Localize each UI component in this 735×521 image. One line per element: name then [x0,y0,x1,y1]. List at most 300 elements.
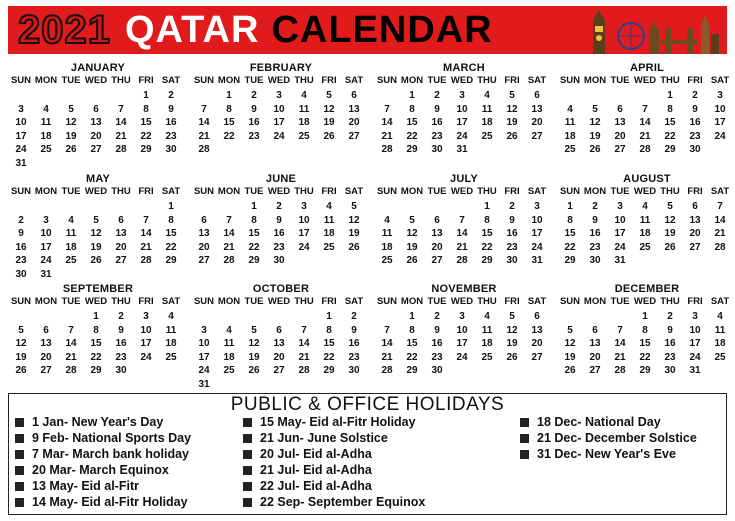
day-cell: 29 [481,255,493,266]
day-cell: 4 [717,311,723,322]
day-cell: 26 [506,351,518,363]
day-cell: 17 [614,228,626,239]
weekday-header: WED [633,75,657,86]
day-cell: 4 [484,311,490,322]
day-cell: 12 [323,103,335,115]
day-cell: 9 [434,324,440,336]
square-bullet-icon [15,450,24,459]
day-cell: 28 [714,241,726,253]
holiday-item [15,478,191,494]
day-cell: 2 [509,201,515,212]
weekday-header: FRI [504,75,520,86]
day-cell: 13 [531,103,543,115]
day-cell: 15 [481,228,493,239]
square-bullet-icon [243,450,252,459]
day-cell: 21 [456,241,468,253]
holiday-item [520,414,697,430]
day-cell: 20 [689,228,701,239]
day-cell: 21 [381,130,393,142]
weekday-header: MON [217,296,241,307]
month-name: MARCH [443,62,485,74]
day-cell: 6 [434,214,440,226]
day-cell: 10 [40,228,52,239]
day-cell: 3 [276,90,282,101]
day-cell: 22 [165,241,177,253]
day-cell: 24 [531,241,543,253]
month-name: JANUARY [70,62,126,74]
day-cell: 2 [168,90,174,101]
day-cell: 30 [589,255,601,266]
day-cell: 27 [273,365,285,376]
holiday-item [243,430,425,446]
day-cell: 14 [381,338,393,349]
day-cell: 5 [93,214,99,226]
weekday-header: FRI [687,296,703,307]
day-cell: 18 [381,241,393,253]
day-cell: 23 [431,130,443,142]
weekday-header: WED [267,296,291,307]
day-cell: 27 [90,144,102,155]
holiday-item [243,462,425,478]
day-cell: 18 [298,117,310,128]
weekday-header: FRI [321,186,337,197]
weekday-header: SAT [710,75,730,86]
day-cell: 23 [689,130,701,142]
day-cell: 27 [531,351,543,363]
weekday-header: MON [34,186,58,197]
holiday-item [15,414,191,430]
day-cell: 14 [140,228,152,239]
day-cell: 10 [273,103,285,115]
day-cell: 11 [481,324,493,336]
day-cell: 27 [531,130,543,142]
weekday-header: MON [217,75,241,86]
square-bullet-icon [15,434,24,443]
day-cell: 15 [165,228,177,239]
day-cell: 28 [298,365,310,376]
holiday-item [15,446,191,462]
weekday-header: FRI [138,296,154,307]
weekday-header: SUN [193,296,215,307]
day-cell: 6 [201,214,207,226]
day-cell: 25 [323,241,335,253]
day-cell: 2 [351,311,357,322]
square-bullet-icon [243,482,252,491]
day-cell: 30 [431,365,443,376]
day-cell: 14 [223,228,235,239]
holidays-column-2 [243,414,425,510]
holidays-title: PUBLIC & OFFICE HOLIDAYS [230,394,505,415]
day-cell: 1 [409,311,415,322]
weekday-header: SAT [527,75,547,86]
day-cell: 24 [614,241,626,253]
day-cell: 3 [201,324,207,336]
weekday-header: THU [477,296,497,307]
day-cell: 16 [115,338,127,349]
day-cell: 24 [689,351,701,363]
weekday-header: WED [84,186,108,197]
holiday-label: 15 May- Eid al-Fitr Holiday [260,415,416,429]
day-cell: 9 [509,214,515,226]
weekday-header: SUN [10,296,32,307]
weekday-header: TUE [244,75,264,86]
day-cell: 17 [456,338,468,349]
day-cell: 14 [115,117,127,128]
day-cell: 4 [484,90,490,101]
weekday-header: WED [633,186,657,197]
day-cell: 26 [406,255,418,266]
day-cell: 23 [165,130,177,142]
day-cell: 16 [431,338,443,349]
holiday-label: 14 May- Eid al-Fitr Holiday [32,495,188,509]
weekday-header: SUN [193,75,215,86]
day-cell: 30 [15,268,27,280]
holiday-label: 21 Jul- Eid al-Adha [260,463,372,477]
day-cell: 5 [567,324,573,336]
day-cell: 7 [717,201,723,212]
weekday-header: SUN [10,75,32,86]
day-cell: 29 [564,255,576,266]
weekday-header: WED [450,186,474,197]
holiday-item [243,414,425,430]
weekday-header: FRI [321,75,337,86]
weekday-header: SAT [710,296,730,307]
day-cell: 11 [639,214,651,226]
month-name: DECEMBER [614,283,680,295]
day-cell: 17 [689,338,701,349]
day-cell: 9 [692,103,698,115]
day-cell: 26 [348,241,360,253]
day-cell: 28 [381,365,393,376]
weekday-header: MON [583,186,607,197]
day-cell: 21 [639,130,651,142]
square-bullet-icon [520,418,529,427]
weekday-header: WED [633,296,657,307]
day-cell: 20 [589,351,601,363]
weekday-header: THU [111,186,131,197]
holiday-item [520,430,697,446]
day-cell: 22 [223,130,235,142]
weekday-header: SUN [559,296,581,307]
square-bullet-icon [243,498,252,507]
day-cell: 20 [431,241,443,253]
day-cell: 12 [15,338,27,349]
day-cell: 7 [384,324,390,336]
day-cell: 10 [531,214,543,226]
day-cell: 21 [381,351,393,363]
weekday-header: WED [84,75,108,86]
day-cell: 31 [15,157,27,169]
banner-country: QATAR [124,8,260,51]
day-cell: 23 [15,255,27,266]
weekday-header: WED [267,75,291,86]
day-cell: 25 [481,351,493,363]
day-cell: 12 [589,117,601,128]
day-cell: 17 [40,241,52,253]
holiday-label: 22 Sep- September Equinox [260,495,426,509]
day-cell: 16 [689,117,701,128]
day-cell: 19 [65,130,77,142]
day-cell: 12 [564,338,576,349]
day-cell: 19 [564,351,576,363]
day-cell: 4 [642,201,648,212]
day-cell: 12 [506,324,518,336]
day-cell: 14 [298,338,310,349]
day-cell: 28 [65,365,77,376]
day-cell: 3 [459,311,465,322]
day-cell: 18 [223,351,235,363]
day-cell: 26 [664,241,676,253]
weekday-header: FRI [687,186,703,197]
day-cell: 7 [68,324,74,336]
weekday-header: THU [660,75,680,86]
weekday-header: FRI [138,186,154,197]
day-cell: 31 [198,378,210,390]
day-cell: 28 [223,255,235,266]
holiday-item [243,494,425,510]
day-cell: 8 [667,103,673,115]
day-cell: 6 [534,311,540,322]
day-cell: 11 [298,103,310,115]
day-cell: 20 [115,241,127,253]
day-cell: 20 [273,351,285,363]
day-cell: 31 [689,365,701,376]
weekday-header: THU [294,296,314,307]
day-cell: 13 [273,338,285,349]
day-cell: 30 [506,255,518,266]
day-cell: 5 [509,311,515,322]
day-cell: 29 [406,365,418,376]
day-cell: 7 [459,214,465,226]
day-cell: 31 [456,144,468,155]
holiday-label: 13 May- Eid al-Fitr [32,479,139,493]
weekday-header: THU [477,186,497,197]
day-cell: 30 [348,365,360,376]
day-cell: 28 [614,365,626,376]
weekday-header: SAT [344,186,364,197]
weekday-header: SUN [559,75,581,86]
day-cell: 1 [484,201,490,212]
day-cell: 4 [301,90,307,101]
day-cell: 11 [564,117,576,128]
square-bullet-icon [15,418,24,427]
day-cell: 2 [692,90,698,101]
day-cell: 25 [298,130,310,142]
weekday-header: FRI [321,296,337,307]
day-cell: 8 [484,214,490,226]
holidays-column-1 [15,414,191,510]
day-cell: 22 [406,130,418,142]
day-cell: 5 [351,201,357,212]
day-cell: 6 [118,214,124,226]
weekday-header: WED [84,296,108,307]
day-cell: 20 [531,117,543,128]
day-cell: 31 [614,255,626,266]
day-cell: 22 [639,351,651,363]
day-cell: 1 [168,201,174,212]
weekday-header: WED [267,186,291,197]
holiday-label: 21 Dec- December Solstice [537,431,697,445]
day-cell: 25 [564,144,576,155]
day-cell: 14 [639,117,651,128]
holiday-label: 20 Mar- March Equinox [32,463,169,477]
day-cell: 8 [143,103,149,115]
day-cell: 20 [614,130,626,142]
day-cell: 23 [348,351,360,363]
day-cell: 28 [198,144,210,155]
day-cell: 26 [15,365,27,376]
weekday-header: SAT [161,186,181,197]
day-cell: 18 [564,130,576,142]
day-cell: 22 [664,130,676,142]
day-cell: 25 [65,255,77,266]
day-cell: 8 [226,103,232,115]
day-cell: 16 [431,117,443,128]
day-cell: 31 [40,268,52,280]
day-cell: 17 [298,228,310,239]
day-cell: 1 [93,311,99,322]
square-bullet-icon [243,418,252,427]
square-bullet-icon [15,466,24,475]
day-cell: 20 [348,117,360,128]
day-cell: 9 [351,324,357,336]
day-cell: 13 [40,338,52,349]
day-cell: 29 [639,365,651,376]
day-cell: 21 [140,241,152,253]
day-cell: 12 [65,117,77,128]
holiday-label: 20 Jul- Eid al-Adha [260,447,372,461]
day-cell: 15 [406,117,418,128]
day-cell: 13 [589,338,601,349]
square-bullet-icon [15,482,24,491]
weekday-header: TUE [427,75,447,86]
weekday-header: MON [400,186,424,197]
day-cell: 25 [40,144,52,155]
weekday-header: TUE [427,186,447,197]
day-cell: 3 [143,311,149,322]
weekday-header: THU [660,186,680,197]
weekday-header: TUE [610,296,630,307]
weekday-header: MON [34,296,58,307]
day-cell: 17 [140,338,152,349]
day-cell: 10 [689,324,701,336]
day-cell: 6 [534,90,540,101]
day-cell: 4 [68,214,74,226]
day-cell: 11 [714,324,726,336]
day-cell: 26 [323,130,335,142]
day-cell: 19 [90,241,102,253]
day-cell: 4 [326,201,332,212]
day-cell: 11 [65,228,77,239]
day-cell: 5 [18,324,24,336]
day-cell: 13 [614,117,626,128]
day-cell: 14 [614,338,626,349]
month-name: MAY [85,173,111,185]
day-cell: 19 [589,130,601,142]
day-cell: 29 [406,144,418,155]
weekday-header: MON [583,296,607,307]
day-cell: 6 [617,103,623,115]
day-cell: 27 [589,365,601,376]
day-cell: 3 [43,214,49,226]
weekday-header: THU [111,75,131,86]
day-cell: 21 [614,351,626,363]
day-cell: 1 [143,90,149,101]
day-cell: 2 [434,90,440,101]
weekday-header: SUN [10,186,32,197]
day-cell: 2 [118,311,124,322]
day-cell: 29 [140,144,152,155]
day-cell: 16 [273,228,285,239]
day-cell: 18 [714,338,726,349]
weekday-header: SUN [559,186,581,197]
day-cell: 19 [248,351,260,363]
day-cell: 12 [506,103,518,115]
day-cell: 25 [481,130,493,142]
day-cell: 23 [431,351,443,363]
day-cell: 1 [226,90,232,101]
weekday-header: SAT [344,75,364,86]
day-cell: 10 [456,324,468,336]
day-cell: 15 [223,117,235,128]
day-cell: 24 [273,130,285,142]
day-cell: 12 [248,338,260,349]
day-cell: 27 [40,365,52,376]
day-cell: 23 [115,351,127,363]
weekday-header: MON [34,75,58,86]
day-cell: 19 [664,228,676,239]
day-cell: 18 [165,338,177,349]
day-cell: 3 [301,201,307,212]
day-cell: 9 [168,103,174,115]
day-cell: 7 [118,103,124,115]
day-cell: 3 [617,201,623,212]
holiday-item [15,494,191,510]
day-cell: 6 [351,90,357,101]
month-name: SEPTEMBER [62,283,134,295]
banner-year: 2021 [18,7,111,52]
day-cell: 15 [406,338,418,349]
day-cell: 7 [617,324,623,336]
square-bullet-icon [243,466,252,475]
day-cell: 21 [298,351,310,363]
day-cell: 1 [409,90,415,101]
day-cell: 26 [589,144,601,155]
weekday-header: FRI [504,186,520,197]
day-cell: 15 [248,228,260,239]
holiday-item [243,478,425,494]
day-cell: 13 [115,228,127,239]
weekday-header: THU [294,186,314,197]
day-cell: 4 [567,103,573,115]
title-banner [8,6,727,54]
day-cell: 8 [168,214,174,226]
holiday-label: 21 Jun- June Solstice [260,431,388,445]
day-cell: 9 [118,324,124,336]
day-cell: 7 [201,103,207,115]
day-cell: 14 [65,338,77,349]
day-cell: 26 [90,255,102,266]
day-cell: 7 [226,214,232,226]
day-cell: 16 [15,241,27,253]
day-cell: 22 [481,241,493,253]
day-cell: 2 [276,201,282,212]
day-cell: 13 [689,214,701,226]
day-cell: 21 [223,241,235,253]
day-cell: 2 [667,311,673,322]
day-cell: 30 [689,144,701,155]
holiday-label: 22 Jul- Eid al-Adha [260,479,372,493]
